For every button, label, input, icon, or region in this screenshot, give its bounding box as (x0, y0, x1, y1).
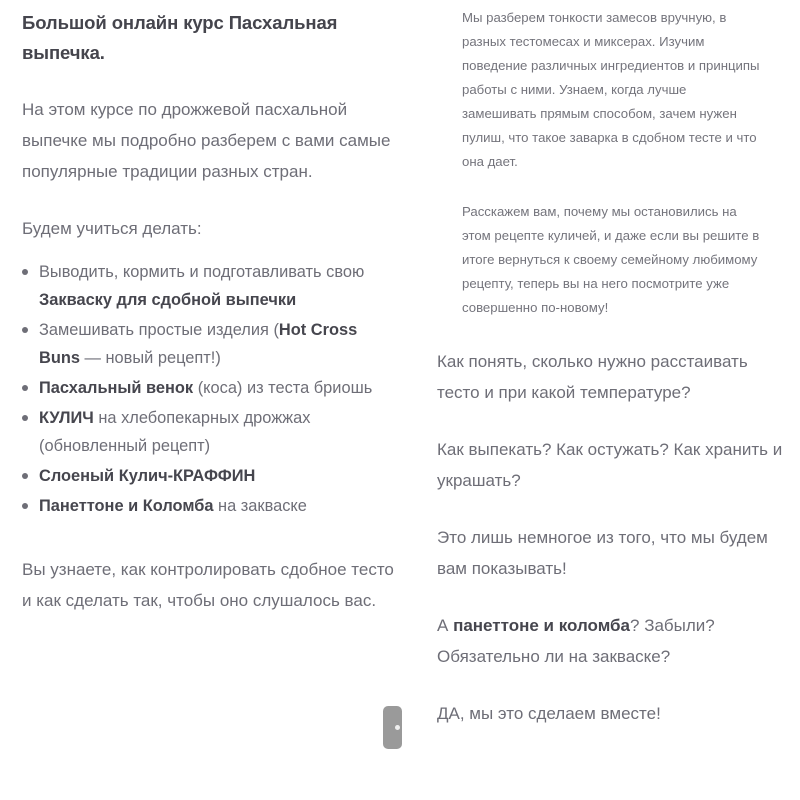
emphasis-text: Пасхальный венок (39, 379, 194, 397)
plain-text: Это лишь немногое из того, что мы будем вам показывать! (437, 528, 768, 578)
plain-text: ? Забыли? Обязательно ли на закваске? (437, 616, 715, 666)
intro-paragraph: На этом курсе по дрожжевой пасхальной выпечке мы подробно разберем с вами самые популярные традиции разных стран. (22, 100, 391, 181)
emphasis-text: КУЛИЧ (39, 409, 94, 427)
scroll-thumb-notch (395, 725, 400, 730)
left-content-column (22, 8, 394, 616)
paragraph (437, 346, 789, 408)
question-block (437, 346, 789, 729)
plain-text: А (437, 616, 454, 635)
plain-text: на хлебопекарных дрожжах (обновленный рецепт) (39, 409, 311, 455)
page-title: Большой онлайн курс Пасхальная выпечка. (22, 12, 338, 63)
list-item (22, 374, 394, 402)
plain-text: Выводить, кормить и подготавливать свою (39, 263, 365, 281)
paragraph (437, 434, 789, 496)
detail-paragraph-1: Мы разберем тонкости замесов вручную, в разных тестомесах и миксерах. Изучим поведение различных ингредиентов и принципы работы с ними. Узнаем, когда лучше замешивать прямым способом, зачем нужен пулиш, что такое заварка в сдобном тесте и что она дает. (462, 10, 760, 169)
list-item (22, 462, 394, 490)
right-content-column (437, 6, 789, 729)
list-item (22, 404, 394, 460)
emphasis-text: панеттоне и коломба (453, 616, 631, 635)
detail-paragraph-2: Расскажем вам, почему мы остановились на этом рецепте куличей, и даже если вы решите в итоге вернуться к своему семейному любимому рецепту, теперь вы на него посмотрите уже совершенно по-новому! (462, 204, 760, 315)
plain-text: на закваске (213, 497, 307, 515)
paragraph (437, 522, 789, 584)
plain-text: ДА, мы это сделаем вместе! (437, 704, 661, 723)
paragraph (437, 698, 789, 729)
emphasis-text: Панеттоне и Коломба (39, 497, 214, 515)
emphasis-text: Закваску для сдобной выпечки (39, 291, 297, 309)
list-label: Будем учиться делать: (22, 219, 202, 238)
closing-paragraph: Вы узнаете, как контролировать сдобное тесто и как сделать так, чтобы оно слушалось вас. (22, 560, 394, 610)
list-item (22, 258, 394, 314)
small-text-block (462, 6, 762, 320)
emphasis-text: Hot Cross Buns (39, 321, 358, 367)
plain-text: Как понять, сколько нужно расстаивать тесто и при какой температуре? (437, 352, 748, 402)
paragraph (437, 610, 789, 672)
emphasis-text: Слоеный Кулич-КРАФФИН (39, 467, 256, 485)
plain-text: — новый рецепт!) (79, 349, 221, 367)
plain-text: Замешивать простые изделия ( (39, 321, 279, 339)
plain-text: (коса) из теста бриошь (193, 379, 373, 397)
learning-topics-list (22, 258, 394, 520)
plain-text: Как выпекать? Как остужать? Как хранить и украшать? (437, 440, 783, 490)
list-item (22, 492, 394, 520)
vertical-scroll-thumb[interactable] (383, 706, 402, 749)
list-item (22, 316, 394, 372)
